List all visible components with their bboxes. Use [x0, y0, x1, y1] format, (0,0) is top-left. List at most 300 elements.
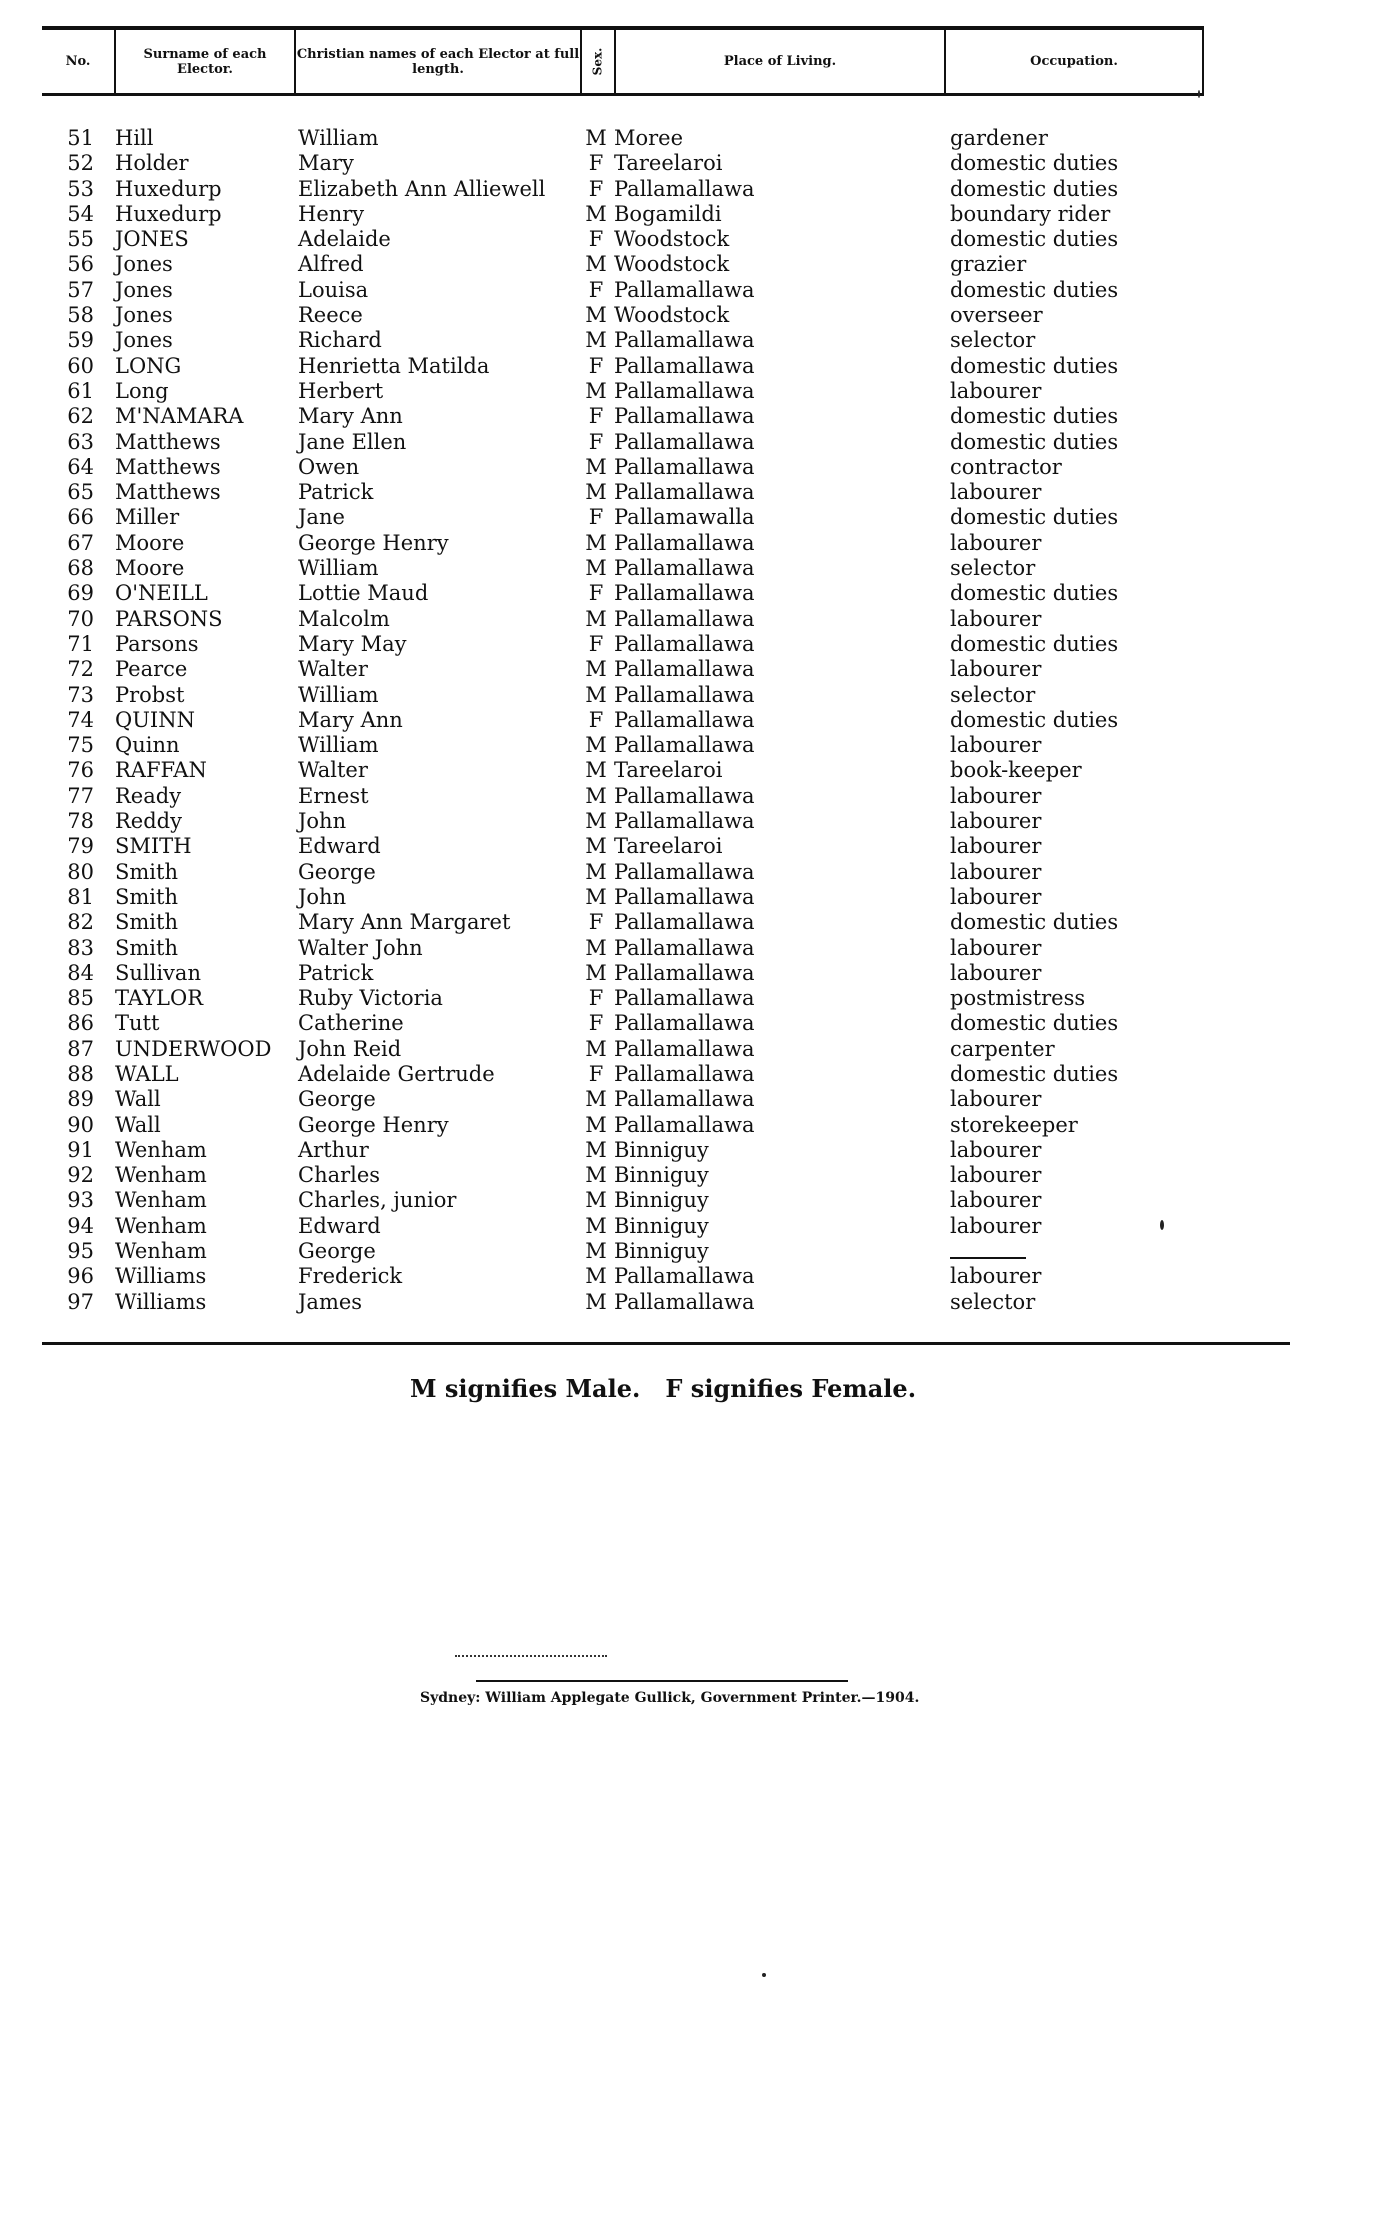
elector-surname: Moore — [115, 556, 185, 581]
elector-place-of-living: Pallamallawa — [614, 404, 755, 429]
elector-occupation: labourer — [950, 884, 1042, 909]
elector-sex: M — [585, 1137, 607, 1162]
elector-occupation: storekeeper — [950, 1112, 1078, 1137]
elector-sex: M — [585, 960, 607, 985]
elector-occupation: domestic duties — [950, 1011, 1119, 1036]
elector-surname: Wall — [115, 1087, 161, 1112]
elector-occupation: domestic duties — [950, 404, 1119, 429]
elector-place-of-living: Pallamallawa — [614, 480, 755, 505]
elector-sex: M — [585, 328, 607, 353]
elector-number: 81 — [67, 884, 94, 909]
elector-occupation: labourer — [950, 960, 1042, 985]
table-row — [0, 809, 1382, 834]
table-row — [0, 1264, 1382, 1289]
elector-occupation: labourer — [950, 1163, 1042, 1188]
elector-christian-names: John — [298, 884, 347, 909]
elector-place-of-living: Pallamallawa — [614, 530, 755, 555]
elector-number: 97 — [67, 1289, 94, 1314]
elector-number: 64 — [67, 454, 94, 479]
table-row — [0, 354, 1382, 379]
elector-sex: M — [585, 1289, 607, 1314]
elector-place-of-living: Pallamallawa — [614, 960, 755, 985]
table-row — [0, 1163, 1382, 1188]
elector-number: 59 — [67, 328, 94, 353]
elector-place-of-living: Pallamallawa — [614, 859, 755, 884]
table-row — [0, 227, 1382, 252]
elector-sex: M — [585, 606, 607, 631]
elector-christian-names: Catherine — [298, 1011, 404, 1036]
table-row — [0, 328, 1382, 353]
elector-sex: F — [588, 227, 604, 252]
elector-surname: Williams — [115, 1289, 207, 1314]
table-row — [0, 556, 1382, 581]
elector-christian-names: Owen — [298, 454, 360, 479]
table-row — [0, 202, 1382, 227]
elector-number: 52 — [67, 151, 94, 176]
elector-christian-names: Reece — [298, 303, 363, 328]
elector-surname: Wenham — [115, 1239, 207, 1264]
elector-number: 96 — [67, 1264, 94, 1289]
elector-number: 88 — [67, 1061, 94, 1086]
elector-occupation: domestic duties — [950, 353, 1119, 378]
elector-place-of-living: Pallamallawa — [614, 783, 755, 808]
elector-surname: Wenham — [115, 1188, 207, 1213]
scan-speck — [762, 1973, 766, 1977]
elector-place-of-living: Pallamallawa — [614, 277, 755, 302]
elector-sex: M — [585, 530, 607, 555]
elector-occupation: labourer — [950, 480, 1042, 505]
elector-occupation: domestic duties — [950, 227, 1119, 252]
elector-surname: SMITH — [115, 834, 192, 859]
elector-surname: Wall — [115, 1112, 161, 1137]
elector-number: 61 — [67, 378, 94, 403]
elector-number: 75 — [67, 733, 94, 758]
elector-number: 80 — [67, 859, 94, 884]
table-row — [0, 607, 1382, 632]
elector-place-of-living: Woodstock — [614, 252, 730, 277]
elector-number: 63 — [67, 429, 94, 454]
elector-surname: JONES — [115, 227, 189, 252]
elector-sex: F — [588, 1061, 604, 1086]
table-row — [0, 1011, 1382, 1036]
header-surname: Surname of each Elector. — [143, 46, 267, 77]
elector-sex: M — [585, 783, 607, 808]
elector-occupation: contractor — [950, 454, 1062, 479]
elector-christian-names: William — [298, 682, 379, 707]
blank-dash — [950, 1257, 1026, 1259]
printer-imprint: Sydney: William Applegate Gullick, Government Printer.—1904. — [420, 1690, 920, 1706]
elector-sex: F — [588, 176, 604, 201]
elector-occupation: labourer — [950, 733, 1042, 758]
elector-occupation: grazier — [950, 252, 1027, 277]
elector-christian-names: Herbert — [298, 378, 384, 403]
elector-surname: Miller — [115, 505, 180, 530]
elector-occupation: domestic duties — [950, 707, 1119, 732]
table-row — [0, 758, 1382, 783]
elector-occupation: carpenter — [950, 1036, 1055, 1061]
table-row — [0, 151, 1382, 176]
elector-place-of-living: Pallamallawa — [614, 910, 755, 935]
elector-place-of-living: Binniguy — [614, 1163, 709, 1188]
table-row — [0, 1214, 1382, 1239]
elector-surname: Parsons — [115, 631, 199, 656]
elector-surname: Holder — [115, 151, 189, 176]
elector-sex: M — [585, 556, 607, 581]
elector-sex: F — [588, 505, 604, 530]
elector-occupation: overseer — [950, 303, 1043, 328]
elector-christian-names: Frederick — [298, 1264, 403, 1289]
elector-christian-names: George — [298, 1087, 376, 1112]
elector-number: 78 — [67, 809, 94, 834]
elector-place-of-living: Pallamallawa — [614, 429, 755, 454]
elector-sex: M — [585, 454, 607, 479]
elector-occupation: domestic duties — [950, 277, 1119, 302]
elector-occupation: selector — [950, 1289, 1036, 1314]
elector-place-of-living: Pallamallawa — [614, 556, 755, 581]
elector-christian-names: William — [298, 126, 379, 150]
elector-number: 51 — [67, 126, 94, 150]
elector-sex: M — [585, 480, 607, 505]
elector-place-of-living: Woodstock — [614, 303, 730, 328]
elector-sex: F — [588, 1011, 604, 1036]
elector-surname: Quinn — [115, 733, 180, 758]
elector-number: 89 — [67, 1087, 94, 1112]
table-row — [0, 657, 1382, 682]
elector-sex: M — [585, 1163, 607, 1188]
elector-sex: F — [588, 581, 604, 606]
elector-surname: Pearce — [115, 657, 188, 682]
legend-block — [0, 1374, 1382, 1414]
elector-surname: Jones — [115, 277, 173, 302]
table-row — [0, 455, 1382, 480]
elector-number: 68 — [67, 556, 94, 581]
elector-christian-names: Walter — [298, 758, 368, 783]
table-row — [0, 834, 1382, 859]
elector-christian-names: Mary Ann — [298, 404, 403, 429]
elector-surname: Hill — [115, 126, 154, 150]
elector-sex: M — [585, 657, 607, 682]
scan-speck — [1160, 1220, 1164, 1230]
elector-place-of-living: Pallamallawa — [614, 176, 755, 201]
table-row — [0, 581, 1382, 606]
elector-number: 58 — [67, 303, 94, 328]
elector-surname: Wenham — [115, 1163, 207, 1188]
elector-sex: M — [585, 1213, 607, 1238]
elector-sex: F — [588, 277, 604, 302]
header-place-of-living: Place of Living. — [723, 54, 837, 69]
elector-sex: M — [585, 1036, 607, 1061]
elector-christian-names: Henrietta Matilda — [298, 353, 490, 378]
table-row — [0, 986, 1382, 1011]
header-occupation: Occupation. — [1030, 54, 1118, 69]
elector-christian-names: Lottie Maud — [298, 581, 429, 606]
elector-occupation: labourer — [950, 530, 1042, 555]
elector-christian-names: Arthur — [298, 1137, 369, 1162]
elector-place-of-living: Pallamallawa — [614, 631, 755, 656]
header-sex — [582, 30, 614, 93]
elector-christian-names: Mary Ann Margaret — [298, 910, 511, 935]
table-row — [0, 303, 1382, 328]
elector-sex: M — [585, 126, 607, 150]
elector-sex: M — [585, 809, 607, 834]
elector-surname: Reddy — [115, 809, 182, 834]
header-no: No. — [65, 54, 91, 69]
elector-place-of-living: Pallamallawa — [614, 884, 755, 909]
elector-number: 73 — [67, 682, 94, 707]
table-row — [0, 1188, 1382, 1213]
elector-place-of-living: Pallamallawa — [614, 328, 755, 353]
elector-place-of-living: Pallamallawa — [614, 809, 755, 834]
elector-sex: M — [585, 1087, 607, 1112]
elector-number: 91 — [67, 1137, 94, 1162]
elector-christian-names: Edward — [298, 834, 381, 859]
elector-surname: TAYLOR — [115, 986, 204, 1011]
elector-christian-names: Edward — [298, 1213, 381, 1238]
header-divider — [1202, 30, 1204, 93]
elector-christian-names: Charles, junior — [298, 1188, 457, 1213]
elector-number: 79 — [67, 834, 94, 859]
elector-place-of-living: Pallamallawa — [614, 1112, 755, 1137]
elector-sex: M — [585, 1264, 607, 1289]
elector-occupation: selector — [950, 328, 1036, 353]
elector-occupation: labourer — [950, 606, 1042, 631]
elector-christian-names: Walter — [298, 657, 368, 682]
elector-number: 66 — [67, 505, 94, 530]
elector-number: 83 — [67, 935, 94, 960]
table-row — [0, 683, 1382, 708]
elector-surname: Matthews — [115, 480, 221, 505]
table-bottom-rule — [42, 1342, 1290, 1345]
elector-occupation: domestic duties — [950, 505, 1119, 530]
elector-sex: F — [588, 429, 604, 454]
elector-sex: F — [588, 707, 604, 732]
elector-number: 70 — [67, 606, 94, 631]
table-row — [0, 1087, 1382, 1112]
elector-occupation: labourer — [950, 859, 1042, 884]
elector-occupation: labourer — [950, 809, 1042, 834]
elector-occupation: domestic duties — [950, 631, 1119, 656]
elector-surname: Moore — [115, 530, 185, 555]
elector-place-of-living: Pallamallawa — [614, 986, 755, 1011]
elector-christian-names: Patrick — [298, 960, 374, 985]
elector-place-of-living: Bogamildi — [614, 201, 722, 226]
elector-christian-names: Adelaide — [298, 227, 391, 252]
table-row — [0, 733, 1382, 758]
elector-christian-names: William — [298, 556, 379, 581]
elector-surname: Wenham — [115, 1137, 207, 1162]
elector-sex: M — [585, 859, 607, 884]
elector-sex: F — [588, 910, 604, 935]
elector-surname: WALL — [115, 1061, 179, 1086]
table-row — [0, 1138, 1382, 1163]
elector-number: 77 — [67, 783, 94, 808]
elector-place-of-living: Pallamawalla — [614, 505, 755, 530]
elector-place-of-living: Pallamallawa — [614, 1061, 755, 1086]
elector-sex: M — [585, 884, 607, 909]
elector-place-of-living: Pallamallawa — [614, 353, 755, 378]
table-row — [0, 784, 1382, 809]
elector-place-of-living: Tareelaroi — [614, 151, 723, 176]
elector-occupation: labourer — [950, 1213, 1042, 1238]
elector-occupation: labourer — [950, 834, 1042, 859]
table-row — [0, 910, 1382, 935]
elector-place-of-living: Tareelaroi — [614, 758, 723, 783]
header-christian-names: Christian names of each Elector at full length. — [296, 46, 580, 77]
elector-place-of-living: Pallamallawa — [614, 707, 755, 732]
elector-christian-names: Mary Ann — [298, 707, 403, 732]
elector-occupation: postmistress — [950, 986, 1086, 1011]
elector-number: 71 — [67, 631, 94, 656]
elector-place-of-living: Moree — [614, 126, 684, 150]
elector-occupation: selector — [950, 682, 1036, 707]
table-row — [0, 936, 1382, 961]
elector-christian-names: William — [298, 733, 379, 758]
elector-number: 69 — [67, 581, 94, 606]
elector-place-of-living: Pallamallawa — [614, 454, 755, 479]
elector-sex: M — [585, 1188, 607, 1213]
elector-place-of-living: Woodstock — [614, 227, 730, 252]
elector-sex: M — [585, 758, 607, 783]
elector-place-of-living: Pallamallawa — [614, 1264, 755, 1289]
table-row — [0, 1239, 1382, 1264]
table-row — [0, 505, 1382, 530]
elector-christian-names: Jane — [298, 505, 345, 530]
elector-sex: M — [585, 935, 607, 960]
elector-christian-names: George — [298, 859, 376, 884]
elector-sex: M — [585, 682, 607, 707]
table-row — [0, 860, 1382, 885]
elector-number: 82 — [67, 910, 94, 935]
elector-sex: M — [585, 834, 607, 859]
elector-number: 86 — [67, 1011, 94, 1036]
sex-legend: M signifies Male. F signifies Female. — [410, 1374, 917, 1403]
table-row — [0, 708, 1382, 733]
elector-surname: Probst — [115, 682, 185, 707]
elector-christian-names: Ruby Victoria — [298, 986, 443, 1011]
table-row — [0, 404, 1382, 429]
elector-surname: Smith — [115, 859, 178, 884]
elector-occupation: selector — [950, 556, 1036, 581]
elector-occupation: labourer — [950, 657, 1042, 682]
elector-occupation — [950, 1239, 1026, 1264]
table-row — [0, 379, 1382, 404]
table-row — [0, 1037, 1382, 1062]
elector-christian-names: Patrick — [298, 480, 374, 505]
elector-number: 55 — [67, 227, 94, 252]
elector-christian-names: George Henry — [298, 1112, 449, 1137]
elector-sex: M — [585, 201, 607, 226]
printer-rule — [476, 1680, 848, 1682]
elector-christian-names: John Reid — [298, 1036, 402, 1061]
elector-sex: M — [585, 733, 607, 758]
elector-occupation: labourer — [950, 935, 1042, 960]
elector-occupation: gardener — [950, 126, 1048, 150]
header-bottom-rule — [42, 93, 1204, 96]
table-row — [0, 1113, 1382, 1138]
elector-surname: O'NEILL — [115, 581, 208, 606]
header-sex-label: Sex. — [590, 47, 605, 76]
elector-occupation: labourer — [950, 1137, 1042, 1162]
elector-sex: F — [588, 631, 604, 656]
elector-sex: F — [588, 404, 604, 429]
table-row — [0, 430, 1382, 455]
elector-number: 76 — [67, 758, 94, 783]
elector-surname: PARSONS — [115, 606, 223, 631]
elector-christian-names: Mary — [298, 151, 354, 176]
elector-surname: Ready — [115, 783, 182, 808]
elector-christian-names: Ernest — [298, 783, 369, 808]
table-row — [0, 531, 1382, 556]
elector-place-of-living: Pallamallawa — [614, 682, 755, 707]
dotted-rule — [455, 1655, 607, 1657]
elector-surname: Smith — [115, 935, 178, 960]
electors-list — [0, 126, 1382, 1315]
elector-sex: M — [585, 378, 607, 403]
elector-surname: Smith — [115, 910, 178, 935]
elector-christian-names: Charles — [298, 1163, 381, 1188]
elector-occupation: boundary rider — [950, 201, 1111, 226]
elector-surname: Matthews — [115, 429, 221, 454]
elector-sex: M — [585, 1112, 607, 1137]
elector-occupation: labourer — [950, 1087, 1042, 1112]
elector-surname: M'NAMARA — [115, 404, 244, 429]
elector-surname: Jones — [115, 328, 173, 353]
elector-occupation: domestic duties — [950, 176, 1119, 201]
elector-surname: Wenham — [115, 1213, 207, 1238]
elector-place-of-living: Pallamallawa — [614, 1289, 755, 1314]
elector-number: 57 — [67, 277, 94, 302]
elector-number: 92 — [67, 1163, 94, 1188]
elector-christian-names: Richard — [298, 328, 382, 353]
elector-occupation: domestic duties — [950, 910, 1119, 935]
elector-christian-names: George — [298, 1239, 376, 1264]
scan-speck — [1198, 90, 1200, 98]
elector-occupation: domestic duties — [950, 151, 1119, 176]
elector-number: 56 — [67, 252, 94, 277]
elector-surname: LONG — [115, 353, 182, 378]
elector-surname: Tutt — [115, 1011, 160, 1036]
elector-sex: F — [588, 151, 604, 176]
elector-place-of-living: Pallamallawa — [614, 1036, 755, 1061]
table-row — [0, 961, 1382, 986]
elector-sex: M — [585, 252, 607, 277]
elector-surname: UNDERWOOD — [115, 1036, 272, 1061]
elector-sex: F — [588, 986, 604, 1011]
elector-surname: Huxedurp — [115, 201, 222, 226]
table-row — [0, 177, 1382, 202]
elector-place-of-living: Pallamallawa — [614, 657, 755, 682]
elector-sex: M — [585, 1239, 607, 1264]
elector-place-of-living: Binniguy — [614, 1239, 709, 1264]
elector-number: 94 — [67, 1213, 94, 1238]
elector-place-of-living: Pallamallawa — [614, 733, 755, 758]
elector-occupation: book-keeper — [950, 758, 1082, 783]
elector-number: 93 — [67, 1188, 94, 1213]
elector-christian-names: George Henry — [298, 530, 449, 555]
elector-surname: Long — [115, 378, 169, 403]
table-row — [0, 252, 1382, 277]
elector-christian-names: Malcolm — [298, 606, 390, 631]
table-row — [0, 278, 1382, 303]
elector-christian-names: James — [298, 1289, 363, 1314]
elector-place-of-living: Binniguy — [614, 1213, 709, 1238]
elector-christian-names: Jane Ellen — [298, 429, 407, 454]
elector-christian-names: Elizabeth Ann Alliewell — [298, 176, 546, 201]
table-row — [0, 480, 1382, 505]
elector-number: 90 — [67, 1112, 94, 1137]
elector-sex: M — [585, 303, 607, 328]
elector-occupation: domestic duties — [950, 1061, 1119, 1086]
